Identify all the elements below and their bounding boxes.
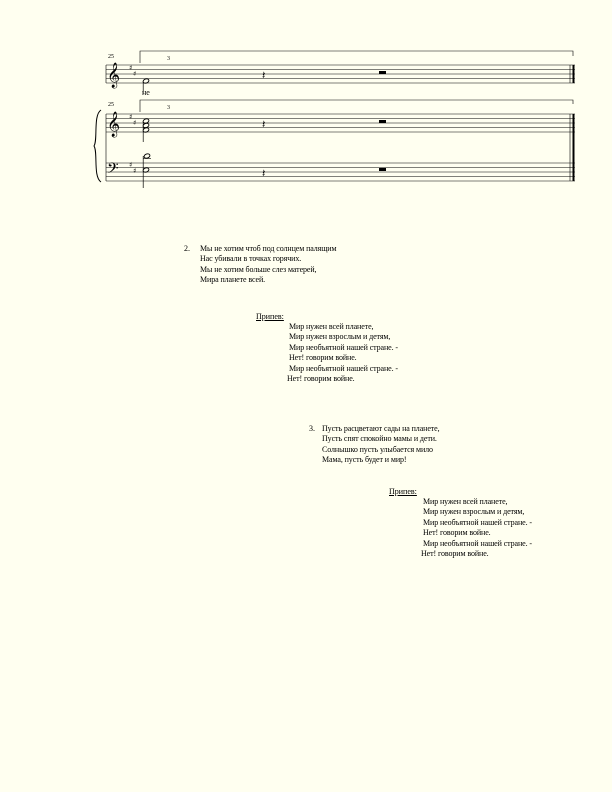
sharp-icon: ♯ — [129, 113, 133, 121]
measure-number-bottom: 25 — [108, 102, 114, 108]
chorus-line: Мир необъятной нашей стране. - — [423, 517, 532, 527]
lyric-syllable: не — [142, 88, 150, 97]
chorus-line: Мир необъятной нашей стране. - — [289, 342, 398, 352]
piano-treble-staff — [106, 114, 575, 181]
treble-clef-icon: 𝄞 — [107, 112, 121, 137]
music-score — [0, 0, 612, 200]
chorus-line: Нет! говорим войне. — [423, 528, 491, 538]
chorus-2-heading: Припев: — [389, 487, 417, 496]
sharp-icon: ♯ — [133, 167, 137, 175]
chorus-line: Нет! говорим войне. — [289, 353, 357, 363]
sharp-icon: ♯ — [133, 70, 137, 78]
quarter-rest-icon: 𝄽 — [262, 118, 266, 131]
verse-line: Солнышко пусть улыбается мило — [322, 444, 433, 454]
treble-clef-icon: 𝄞 — [107, 63, 121, 88]
verse-3-number: 3. — [309, 424, 315, 433]
chorus-1 — [289, 322, 398, 384]
chorus-2 — [423, 497, 532, 559]
chorus-line: Мир необъятной нашей стране. - — [423, 538, 532, 548]
chorus-line: Мир нужен взрослым и детям, — [289, 332, 391, 342]
verse-line: Пусть расцветают сады на планете, — [322, 424, 440, 433]
chorus-line: Мир нужен всей планете, — [289, 322, 374, 331]
verse-line: Нас убивали в точках горячих. — [200, 254, 302, 264]
verse-2 — [200, 244, 336, 286]
chorus-line: Нет! говорим войне. — [287, 374, 355, 384]
verse-line: Мира планете всей. — [200, 275, 266, 285]
quarter-rest-icon: 𝄽 — [262, 167, 266, 180]
chorus-line: Мир необъятной нашей стране. - — [289, 363, 398, 373]
chord-icon — [142, 118, 149, 142]
measure-number-top: 25 — [108, 54, 114, 60]
verse-line: Мама, пусть будет и мир! — [322, 455, 407, 465]
sharp-icon: ♯ — [129, 161, 133, 169]
piano-bass-staff — [106, 163, 575, 181]
vocal-staff — [106, 65, 575, 83]
sharp-icon: ♯ — [129, 64, 133, 72]
brace-icon — [94, 110, 101, 182]
triplet-number-bottom: 3 — [167, 105, 170, 111]
verse-2-number: 2. — [184, 244, 190, 253]
verse-3 — [322, 424, 440, 466]
chorus-line: Мир нужен всей планете, — [423, 497, 508, 506]
bass-clef-icon: 𝄢 — [107, 160, 119, 181]
sharp-icon: ♯ — [133, 119, 137, 127]
quarter-rest-icon: 𝄽 — [262, 69, 266, 82]
whole-rest-icon — [379, 120, 386, 123]
triplet-bracket-top — [140, 51, 573, 63]
whole-rest-icon — [379, 168, 386, 171]
chorus-1-heading: Припев: — [256, 312, 284, 321]
triplet-number-top: 3 — [167, 56, 170, 62]
verse-line: Мы не хотим больше слез матерей, — [200, 264, 317, 274]
triplet-bracket-bottom — [140, 100, 573, 112]
chorus-line: Нет! говорим войне. — [421, 549, 489, 559]
whole-rest-icon — [379, 71, 386, 74]
octave-half-note-icon — [142, 153, 151, 188]
verse-line: Мы не хотим чтоб под солнцем палящим — [200, 244, 337, 253]
verse-line: Пусть спят спокойно мамы и дети. — [322, 434, 437, 444]
chorus-line: Мир нужен взрослым и детям, — [423, 507, 525, 517]
